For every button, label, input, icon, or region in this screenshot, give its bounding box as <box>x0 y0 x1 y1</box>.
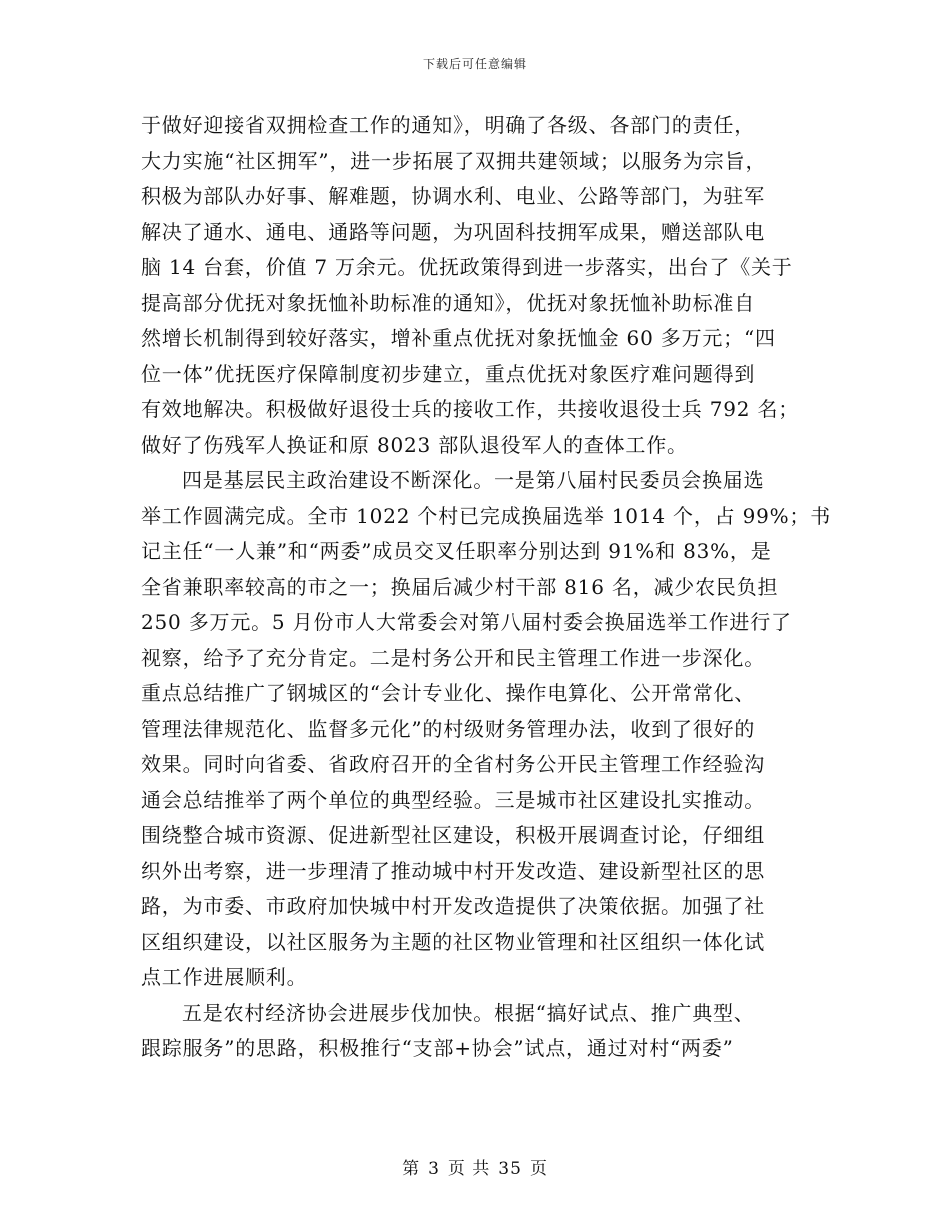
text-line: 大力实施“社区拥军”，进一步拓展了双拥共建领域；以服务为宗旨， <box>141 148 767 173</box>
text-line: 脑 14 台套，价值 7 万余元。优抚政策得到进一步落实，出台了《关于 <box>141 255 793 279</box>
text-line: 区组织建设，以社区服务为主题的社区物业管理和社区组织一体化试 <box>141 929 765 954</box>
text-line: 做好了伤残军人换证和原 8023 部队退役军人的查体工作。 <box>141 432 688 457</box>
text-line: 管理法律规范化、监督多元化”的村级财务管理办法，收到了很好的 <box>141 716 756 741</box>
text-line: 全省兼职率较高的市之一；换届后减少村干部 816 名，减少农民负担 <box>141 574 779 599</box>
text-line: 然增长机制得到较好落实，增补重点优抚对象抚恤金 60 多万元；“四 <box>141 326 776 350</box>
text-line: 250 多万元。5 月份市人大常委会对第八届村委会换届选举工作进行了 <box>141 610 792 634</box>
document-body <box>141 108 832 1067</box>
text-line: 跟踪服务”的思路，积极推行“支部+协会”试点，通过对村“两委” <box>141 1036 734 1060</box>
text-line: 重点总结推广了钢城区的“会计专业化、操作电算化、公开常常化、 <box>141 681 756 705</box>
text-line: 记主任“一人兼”和“两委”成员交叉任职率分别达到 91%和 83%，是 <box>141 539 772 563</box>
text-line: 举工作圆满完成。全市 1022 个村已完成换届选举 1014 个，占 99%；书 <box>141 503 832 528</box>
text-line: 于做好迎接省双拥检查工作的通知》，明确了各级、各部门的责任， <box>141 113 755 137</box>
text-line: 解决了通水、通电、通路等问题，为巩固科技拥军成果，赠送部队电 <box>141 219 765 244</box>
page-header-note: 下载后可任意编辑 <box>422 57 527 71</box>
footer-prefix: 第 <box>402 1159 421 1179</box>
text-line: 视察，给予了充分肯定。二是村务公开和民主管理工作进一步深化。 <box>141 645 765 670</box>
text-line: 织外出考察，进一步理清了推动城中村开发改造、建设新型社区的思 <box>141 858 765 883</box>
text-line: 围绕整合城市资源、促进新型社区建设，积极开展调查讨论，仔细组 <box>141 823 765 847</box>
footer-suffix: 页 <box>529 1159 548 1179</box>
page-footer <box>0 1154 950 1179</box>
text-line: 积极为部队办好事、解难题，协调水利、电业、公路等部门，为驻军 <box>141 184 765 208</box>
text-line: 提高部分优抚对象抚恤补助标准的通知》，优抚对象抚恤补助标准自 <box>141 290 755 315</box>
text-line: 效果。同时向省委、省政府召开的全省村务公开民主管理工作经验沟 <box>141 752 765 776</box>
paragraph-start-line: 四是基层民主政治建设不断深化。一是第八届村民委员会换届选 <box>182 468 765 492</box>
footer-page-number: 3 <box>428 1159 440 1179</box>
text-line: 有效地解决。积极做好退役士兵的接收工作，共接收退役士兵 792 名； <box>141 397 800 421</box>
text-line: 位一体”优抚医疗保障制度初步建立，重点优抚对象医疗难问题得到 <box>141 361 756 386</box>
footer-middle: 页 共 <box>447 1159 491 1179</box>
text-line: 路，为市委、市政府加快城中村开发改造提供了决策依据。加强了社 <box>141 894 765 918</box>
text-line: 点工作进展顺利。 <box>141 965 308 989</box>
paragraph-start-line: 五是农村经济协会进展步伐加快。根据“搞好试点、推广典型、 <box>182 1000 755 1025</box>
footer-total-pages: 35 <box>498 1159 522 1179</box>
text-line: 通会总结推举了两个单位的典型经验。三是城市社区建设扎实推动。 <box>141 787 765 812</box>
